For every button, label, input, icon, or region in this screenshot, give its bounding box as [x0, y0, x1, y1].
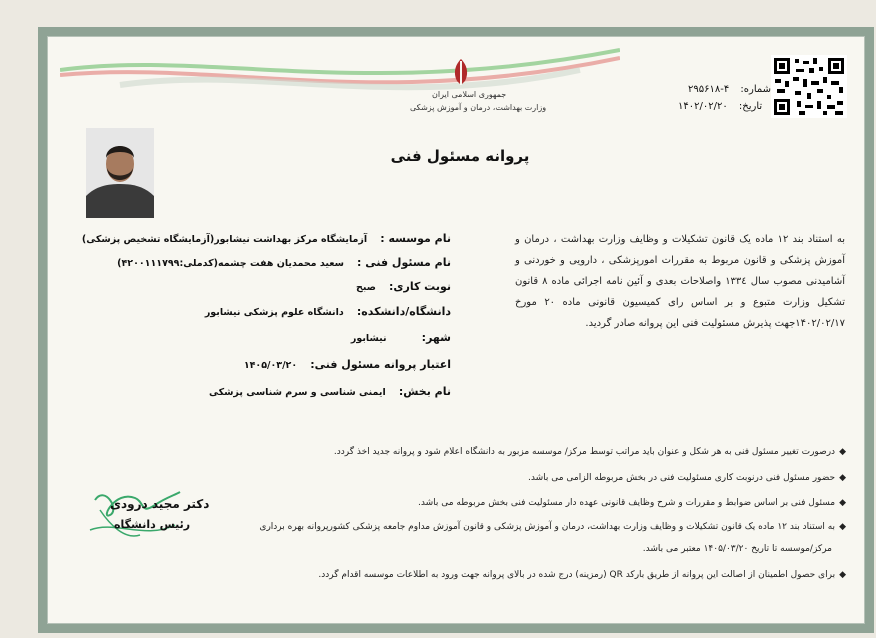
- university-value: دانشگاه علوم پزشکی نیشابور: [204, 307, 344, 318]
- department-row: [209, 380, 451, 399]
- department-label: نام بخش:: [398, 385, 451, 398]
- note-item: ◆به استناد بند ۱۲ ماده یک قانون تشکیلات و وظایف وزارت بهداشت، درمان و آموزش پزشکی و قانون آموزش مداوم جامعه پزشکی کشورپروانه بهره برداری: [259, 522, 846, 532]
- holder-photo: [86, 128, 154, 218]
- qr-code-icon[interactable]: [771, 55, 847, 118]
- city-label: شهر:: [421, 331, 451, 344]
- date-row: [678, 101, 762, 112]
- iran-emblem-icon: [443, 55, 479, 89]
- flag-ribbon-decoration: [60, 40, 620, 110]
- note-item: ◆درصورت تغییر مسئول فنی به هر شکل و عنوان باید مراتب توسط مرکز/ موسسه مزبور به دانشگاه اعلام شود و پروانه جدید اخذ گردد.: [333, 447, 846, 457]
- validity-label: اعتبار پروانه مسئول فنی:: [310, 358, 451, 371]
- validity-row: [244, 353, 451, 372]
- shift-value: صبح: [356, 282, 376, 293]
- date-label: تاریخ:: [738, 101, 763, 112]
- shift-row: [356, 275, 451, 294]
- university-row: [205, 300, 451, 319]
- diamond-bullet-icon: ◆: [839, 522, 846, 532]
- institution-value: آزمایشگاه مرکز بهداشت نیشابور(آزمایشگاه تشخیص پزشکی): [81, 234, 368, 245]
- diamond-bullet-icon: ◆: [839, 473, 846, 483]
- note-item: ◆مسئول فنی بر اساس ضوابط و مقررات و شرح وظایف قانونی عهده دار مسئولیت فنی بخش مربوطه می باشد.: [418, 498, 846, 508]
- institution-row: [82, 227, 451, 246]
- tech-row: [117, 251, 451, 270]
- number-label: شماره:: [740, 84, 772, 95]
- diamond-bullet-icon: ◆: [839, 498, 846, 508]
- institution-label: نام موسسه :: [380, 232, 451, 245]
- tech-value: سعید محمدیان هفت چشمه(کدملی:۴۲۰۰۱۱۱۷۹۹): [117, 258, 344, 269]
- signatory-name: دکتر مجید درودی: [110, 497, 210, 511]
- shift-label: نوبت کاری:: [389, 280, 451, 293]
- university-label: دانشگاه/دانشکده:: [356, 305, 451, 318]
- diamond-bullet-icon: ◆: [839, 447, 846, 457]
- republic-text: جمهوری اسلامی ایران: [432, 90, 507, 99]
- validity-value: ۱۴۰۵/۰۳/۲۰: [243, 360, 298, 371]
- city-row: [351, 326, 451, 345]
- certificate-title: پروانه مسئول فنی: [390, 147, 530, 165]
- diamond-bullet-icon: ◆: [839, 570, 846, 580]
- number-row: [688, 84, 771, 95]
- department-value: ایمنی شناسی و سرم شناسی پزشکی: [208, 387, 386, 398]
- note-item: ◆حضور مسئول فنی درنوبت کاری مسئولیت فنی در بخش مربوطه الزامی می باشد.: [528, 473, 846, 483]
- note-item: ◆برای حصول اطمینان از اصالت این پروانه از طریق بارکد QR (رمزینه) درج شده در بالای پروانه جهت ورود به اطلاعات موسسه اقدام گردد.: [318, 570, 846, 580]
- date-value: ۱۴۰۲/۰۲/۲۰: [678, 101, 728, 112]
- number-value: ۴-۲۹۵۶۱۸: [688, 84, 730, 95]
- signatory-role: رئیس دانشگاه: [114, 518, 191, 531]
- city-value: نیشابور: [350, 333, 387, 344]
- signature-mark: [85, 480, 185, 550]
- tech-label: نام مسئول فنی :: [357, 256, 451, 269]
- ministry-text: وزارت بهداشت، درمان و آموزش پزشکی: [410, 103, 547, 112]
- note-continuation: مرکز/موسسه تا تاریخ ۱۴۰۵/۰۳/۲۰ معتبر می باشد.: [642, 544, 832, 554]
- legal-paragraph: به استناد بند ۱۲ ماده یک قانون تشکیلات و وظایف وزارت بهداشت ، درمان و آموزش پزشکی و قانون مربوط به مقررات امورپزشکی ، دارویی و خوردنی و آشامیدنی مصوب سال ۱۳۳٤ واصلاحات بعدی و آئین نامه اجرائی ماده ۸ قانون تشکیل وزارت متبوع و بر اساس رای کمیسیون قانونی ماده ۲۰ مورخ ۱۴۰۲/۰۲/۱۷جهت پذیرش مسئولیت فنی این پروانه صادر گردید.: [515, 234, 845, 329]
